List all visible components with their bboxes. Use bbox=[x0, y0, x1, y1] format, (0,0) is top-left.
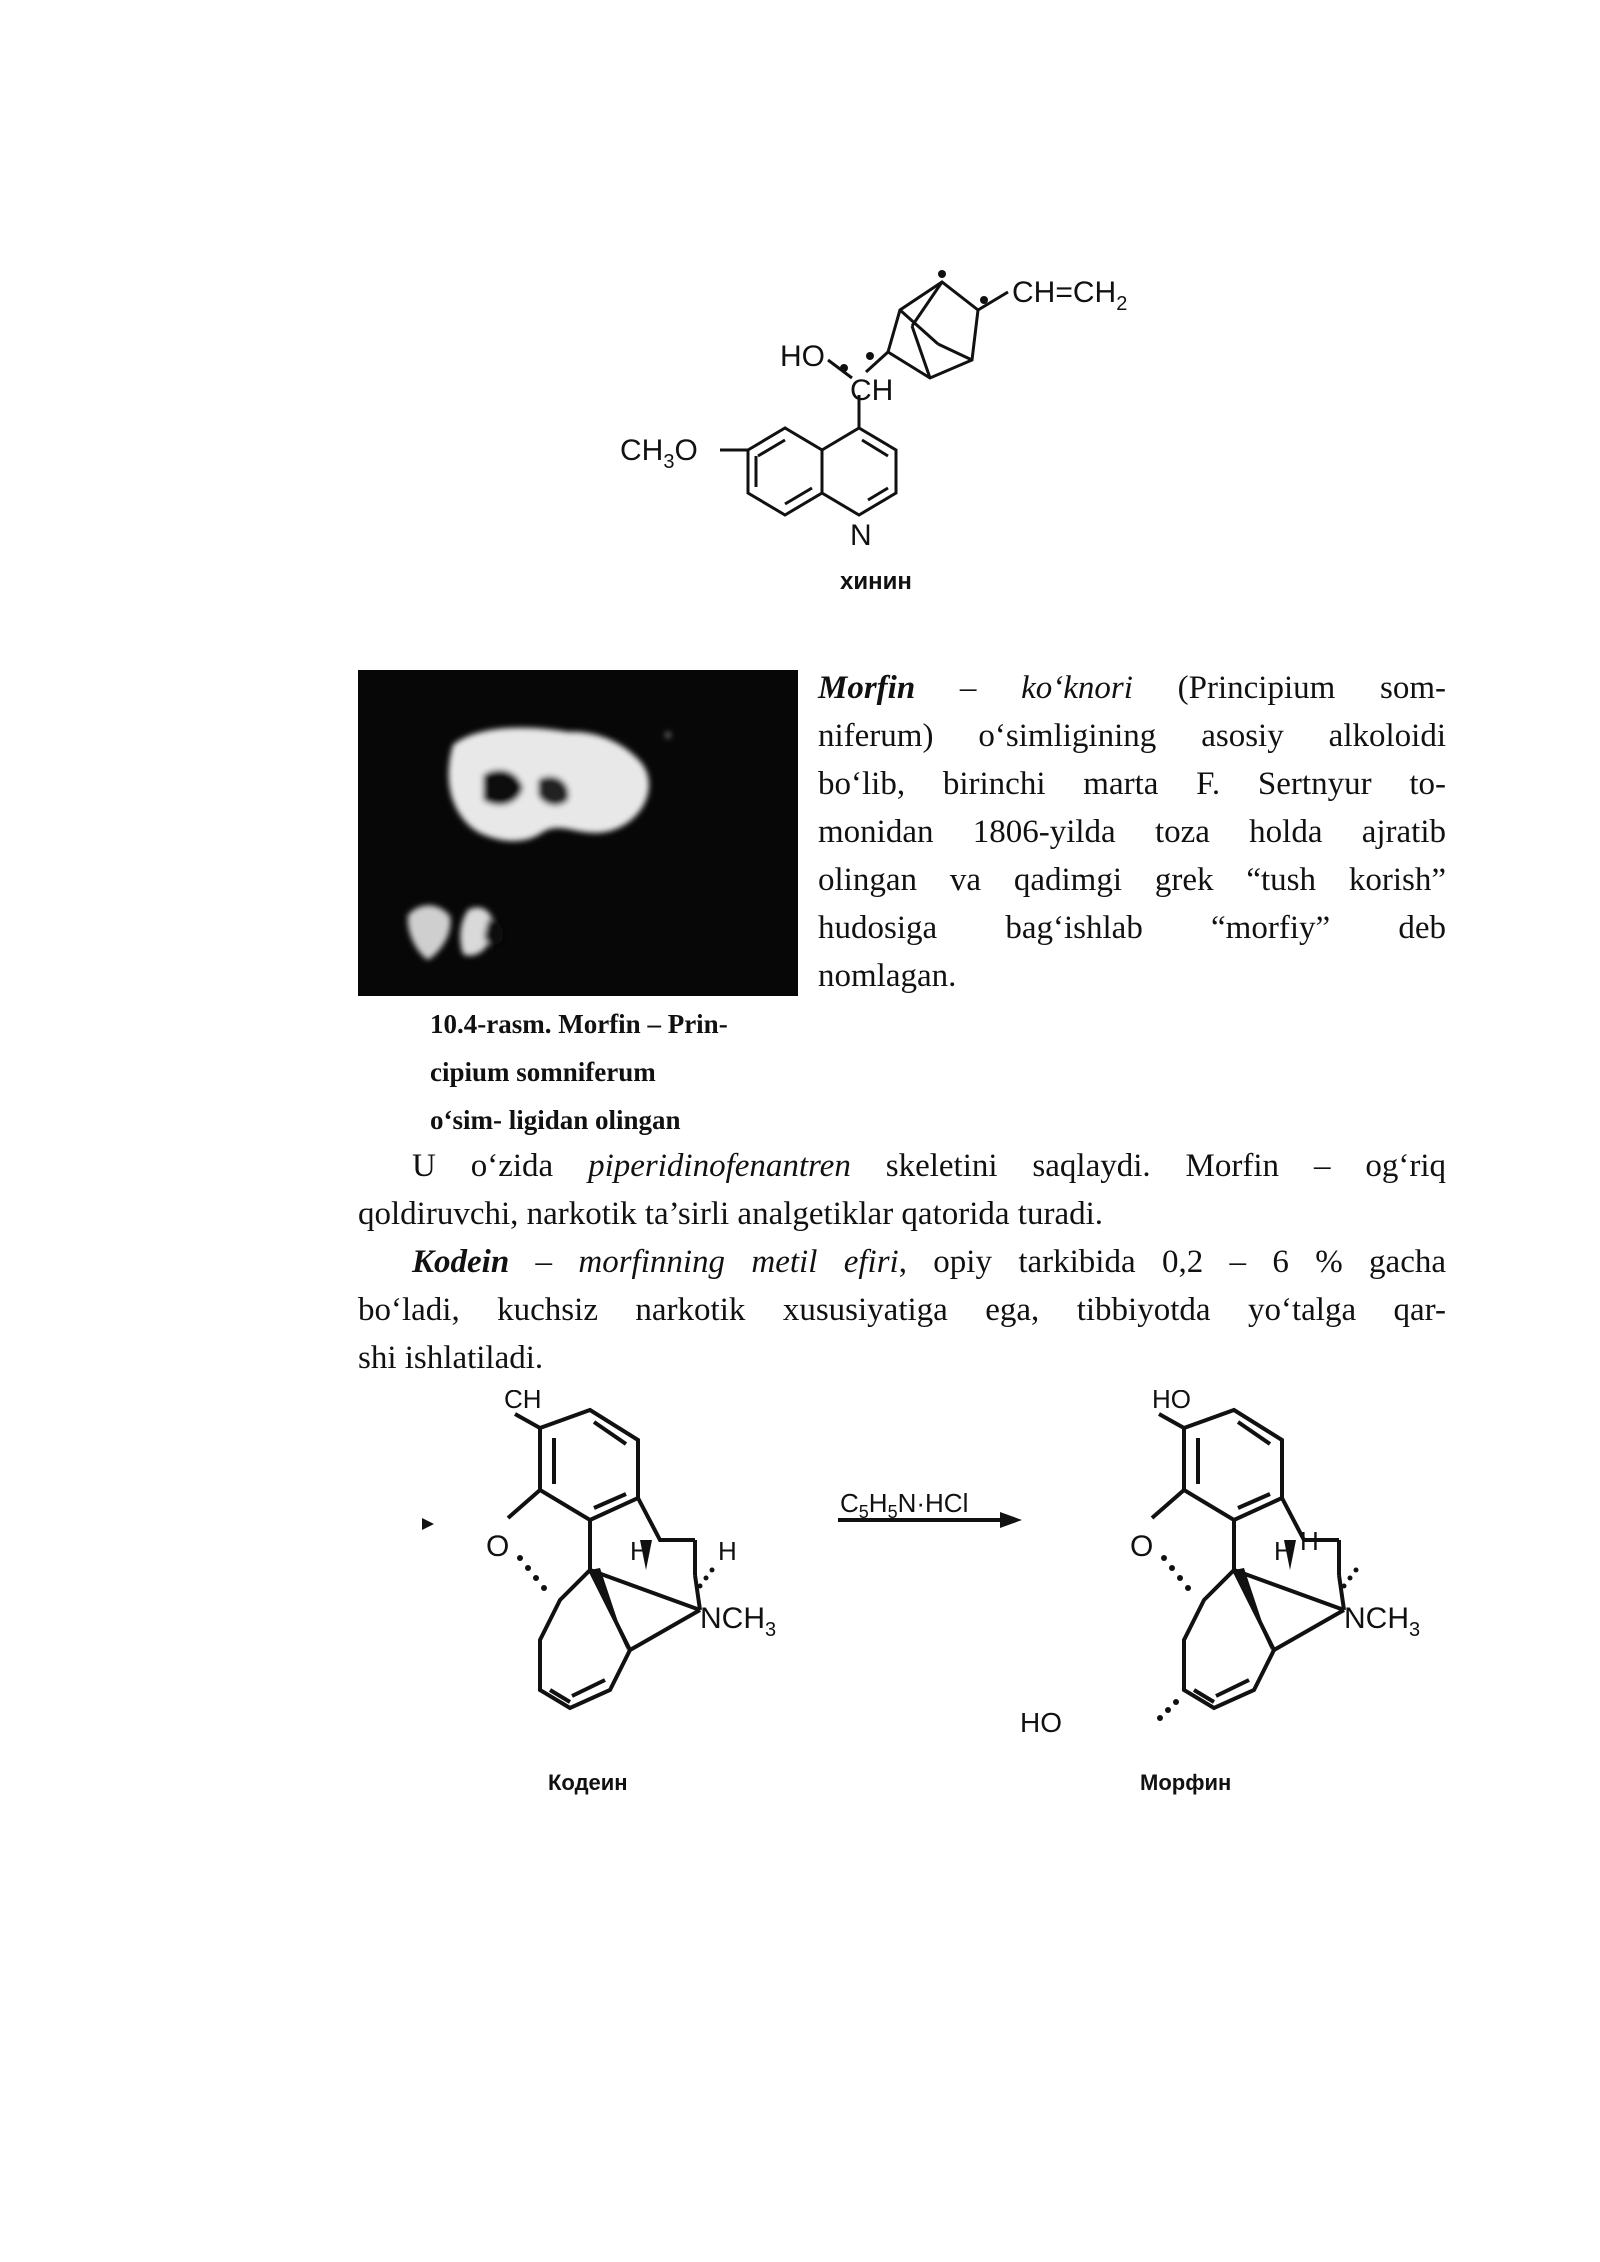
reaction-arrow bbox=[838, 1488, 1022, 1528]
morphine-h-right: H bbox=[1300, 1526, 1319, 1556]
codeine-h-right: H bbox=[718, 1536, 737, 1566]
codeine-nch3: $NCH_3$ bbox=[700, 1602, 777, 1641]
morphine-ho-label: HO bbox=[1020, 1707, 1062, 1738]
term-morfin: Morfin bbox=[818, 670, 916, 706]
morfin-paragraph bbox=[818, 664, 1446, 1000]
text-line: olingan va qadimgi grek “tush korish” bbox=[818, 862, 1446, 898]
text-line: shi ishlatiladi. bbox=[358, 1340, 544, 1376]
text-line: nomlagan. bbox=[818, 958, 957, 994]
text-line: qoldiruvchi, narkotik ta’sirli analgetiklar qatorida turadi. bbox=[358, 1196, 1104, 1232]
text-line: Morfin – ko‘knori (Principium som- bbox=[818, 670, 1446, 706]
vinyl-label: $CH=CH_2$ bbox=[1012, 276, 1128, 315]
reagent-label: $C_5H_5N\cdot HCl$ bbox=[840, 1488, 969, 1522]
quinine-structure bbox=[600, 260, 1220, 620]
codeine-h-center: H bbox=[630, 1536, 649, 1566]
text-line: bo‘lib, birinchi marta F. Sertnyur to- bbox=[818, 766, 1446, 802]
reaction-scheme bbox=[400, 1390, 1460, 1810]
skeleton-paragraph bbox=[358, 1142, 1446, 1238]
codeine-o-label: O bbox=[486, 1530, 510, 1563]
quinine-name: хинин bbox=[840, 568, 912, 595]
text-line: hudosiga bag‘ishlab “morfiy” deb bbox=[818, 910, 1446, 946]
bullet-marker bbox=[422, 1518, 434, 1530]
term-koknori: ko‘knori bbox=[1021, 670, 1133, 706]
codeine-structure bbox=[508, 1410, 700, 1708]
term-metil-efiri: morfinning metil efiri bbox=[578, 1244, 899, 1280]
morphine-name: Морфин bbox=[1140, 1770, 1232, 1795]
morphine-top-label: HO bbox=[1152, 1390, 1191, 1414]
figure-caption bbox=[430, 1000, 810, 1144]
methoxy-label: $CH_3O$ bbox=[620, 434, 698, 473]
text-line: niferum) o‘simligining asosiy alkoloidi bbox=[818, 718, 1446, 754]
kodein-paragraph bbox=[358, 1238, 1446, 1382]
caption-line: o‘sim- ligidan olingan bbox=[430, 1105, 681, 1135]
morphine-o-label: O bbox=[1130, 1530, 1154, 1563]
poppy-photo bbox=[358, 670, 798, 996]
text-line: monidan 1806-yilda toza holda ajratib bbox=[818, 814, 1446, 850]
nitrogen-label: N bbox=[850, 519, 872, 552]
codeine-top-label: CH bbox=[504, 1390, 542, 1414]
codeine-name: Кодеин bbox=[548, 1770, 628, 1795]
hydroxyl-label: HO bbox=[780, 340, 825, 373]
morphine-nch3: $NCH_3$ bbox=[1344, 1602, 1421, 1641]
text-line: Kodein – morfinning metil efiri, opiy tarkibida 0,2 – 6 % gacha bbox=[412, 1244, 1446, 1280]
term-kodein: Kodein bbox=[412, 1244, 510, 1280]
term-piperidinofenantren: piperidinofenantren bbox=[588, 1148, 851, 1184]
ch-label: CH bbox=[850, 374, 894, 407]
caption-line: 10.4-rasm. Morfin – Prin- bbox=[430, 1009, 728, 1039]
caption-line: cipium somniferum bbox=[430, 1057, 656, 1087]
morphine-h-center: H bbox=[1274, 1536, 1293, 1566]
text-line: U o‘zida piperidinofenantren skeletini saqlaydi. Morfin – og‘riq bbox=[412, 1148, 1446, 1184]
morphine-structure bbox=[1152, 1410, 1344, 1708]
text-line: bo‘ladi, kuchsiz narkotik xususiyatiga ega, tibbiyotda yo‘talga qar- bbox=[358, 1292, 1446, 1328]
